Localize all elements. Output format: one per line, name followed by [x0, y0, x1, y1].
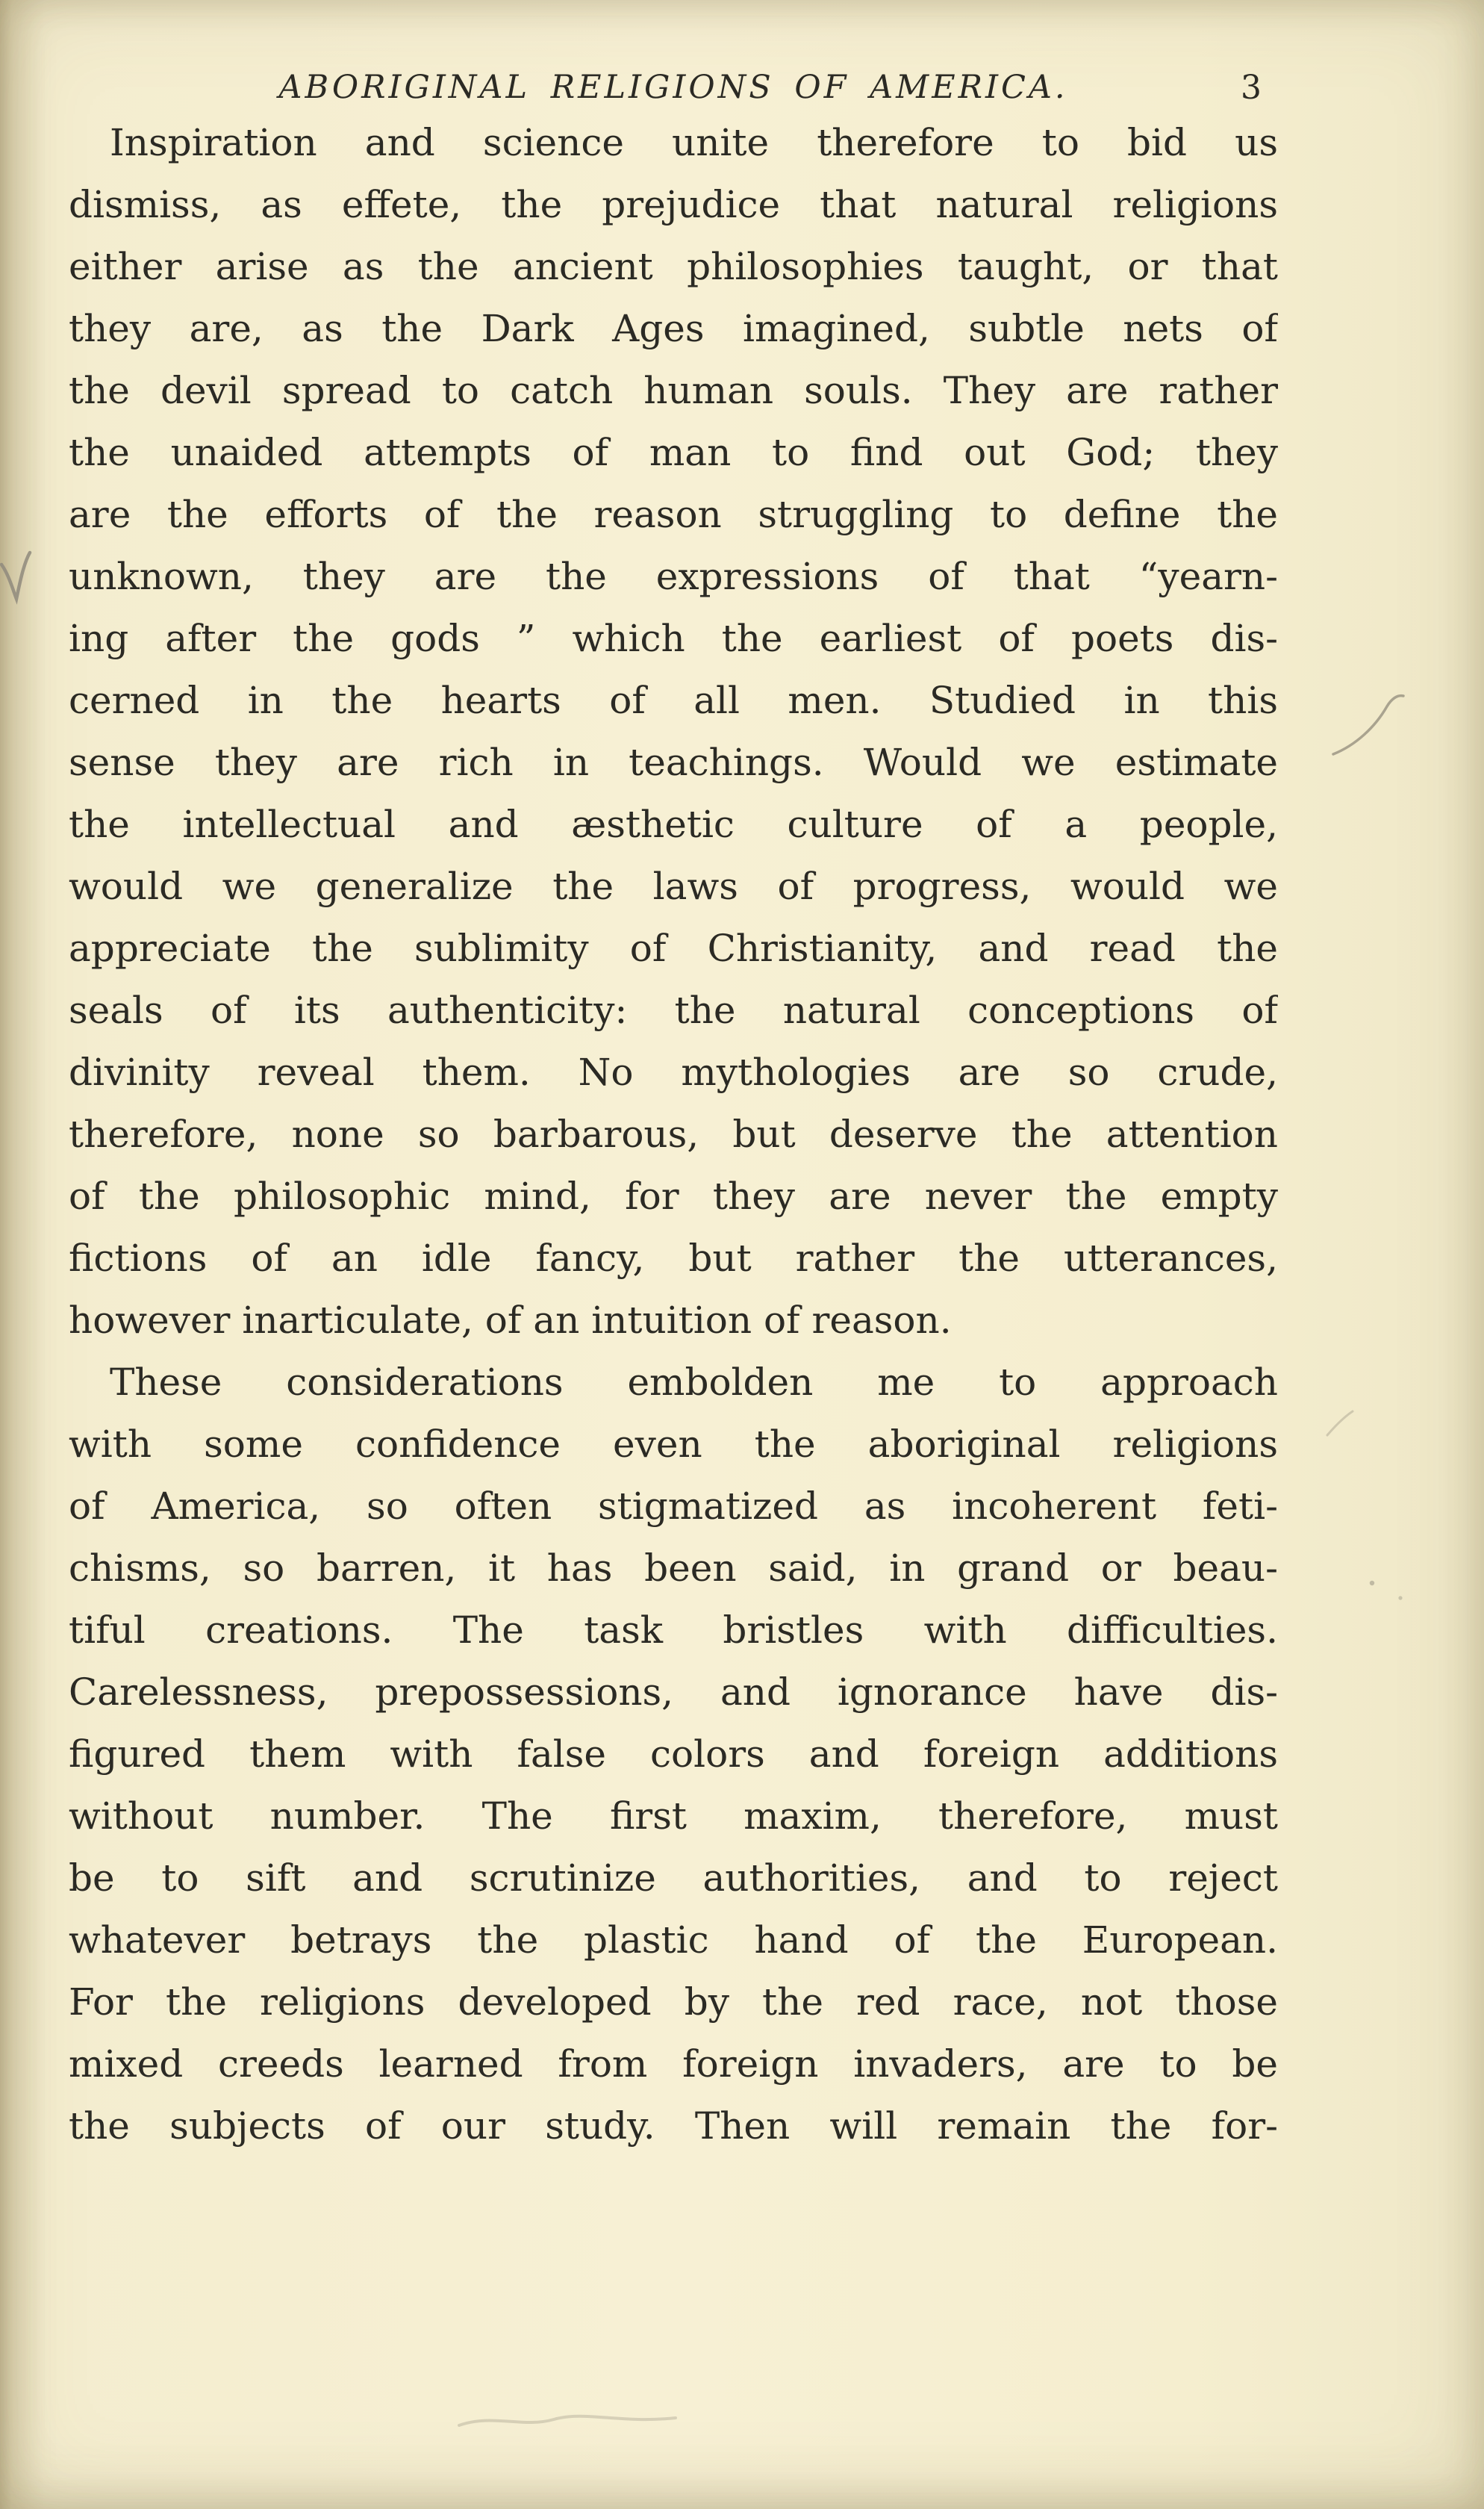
text-line: sense they are rich in teachings. Would we estimate [69, 741, 1278, 784]
text-line: would we generalize the laws of progress, would we [69, 865, 1278, 908]
text-line: chisms, so barren, it has been said, in grand or beau- [69, 1546, 1278, 1590]
text-line: unknown, they are the expressions of that “yearn- [69, 555, 1278, 598]
text-line: however inarticulate, of an intuition of reason. [69, 1299, 952, 1342]
pencil-bottom-squiggle [459, 2416, 676, 2425]
text-line: are the efforts of the reason struggling to define the [69, 493, 1278, 536]
text-line: they are, as the Dark Ages imagined, subtle nets of [69, 307, 1278, 350]
page-title: ABORIGINAL RELIGIONS OF AMERICA. [278, 69, 1068, 106]
text-line: Inspiration and science unite therefore to bid us [110, 121, 1278, 164]
text-line: These considerations embolden me to approach [110, 1361, 1278, 1404]
text-line: dismiss, as effete, the prejudice that natural religions [69, 183, 1278, 226]
text-line: whatever betrays the plastic hand of the European. [69, 1918, 1278, 1962]
text-line: ing after the gods ” which the earliest of poets dis- [69, 617, 1278, 660]
text-line: mixed creeds learned from foreign invaders, are to be [69, 2042, 1278, 2086]
text-line: the intellectual and æsthetic culture of a people, [69, 803, 1278, 846]
text-line: either arise as the ancient philosophies taught, or that [69, 245, 1278, 288]
pencil-check-mark [1, 553, 30, 599]
text-line: the unaided attempts of man to find out God; they [69, 431, 1278, 474]
text-line: tiful creations. The task bristles with difficulties. [69, 1608, 1278, 1652]
text-line: therefore, none so barbarous, but deserve the attention [69, 1113, 1278, 1156]
text-line: without number. The first maxim, therefore, must [69, 1794, 1278, 1838]
pencil-dot [1398, 1596, 1402, 1599]
text-line: fictions of an idle fancy, but rather the utterances, [69, 1237, 1278, 1280]
pencil-dot [1370, 1581, 1374, 1585]
text-line: For the religions developed by the red race, not those [69, 1980, 1278, 2024]
running-head [69, 69, 1278, 116]
text-line: cerned in the hearts of all men. Studied in this [69, 679, 1278, 722]
text-line: divinity reveal them. No mythologies are so crude, [69, 1051, 1278, 1094]
pencil-faint-tick [1327, 1411, 1353, 1435]
text-line: the devil spread to catch human souls. They are rather [69, 369, 1278, 412]
text-line: with some confidence even the aboriginal religions [69, 1423, 1278, 1466]
body-text [69, 112, 1278, 2157]
text-line: appreciate the sublimity of Christianity, and read the [69, 927, 1278, 970]
pencil-swoosh-mark [1333, 696, 1403, 754]
text-line: figured them with false colors and foreign additions [69, 1732, 1278, 1776]
text-line: the subjects of our study. Then will remain the for- [69, 2104, 1278, 2148]
text-line: of the philosophic mind, for they are never the empty [69, 1175, 1278, 1218]
text-line: Carelessness, prepossessions, and ignorance have dis- [69, 1670, 1278, 1714]
text-line: of America, so often stigmatized as incoherent feti- [69, 1484, 1278, 1528]
text-line: seals of its authenticity: the natural conceptions of [69, 989, 1278, 1032]
page-number: 3 [1241, 69, 1262, 107]
text-line: be to sift and scrutinize authorities, and to reject [69, 1856, 1278, 1900]
